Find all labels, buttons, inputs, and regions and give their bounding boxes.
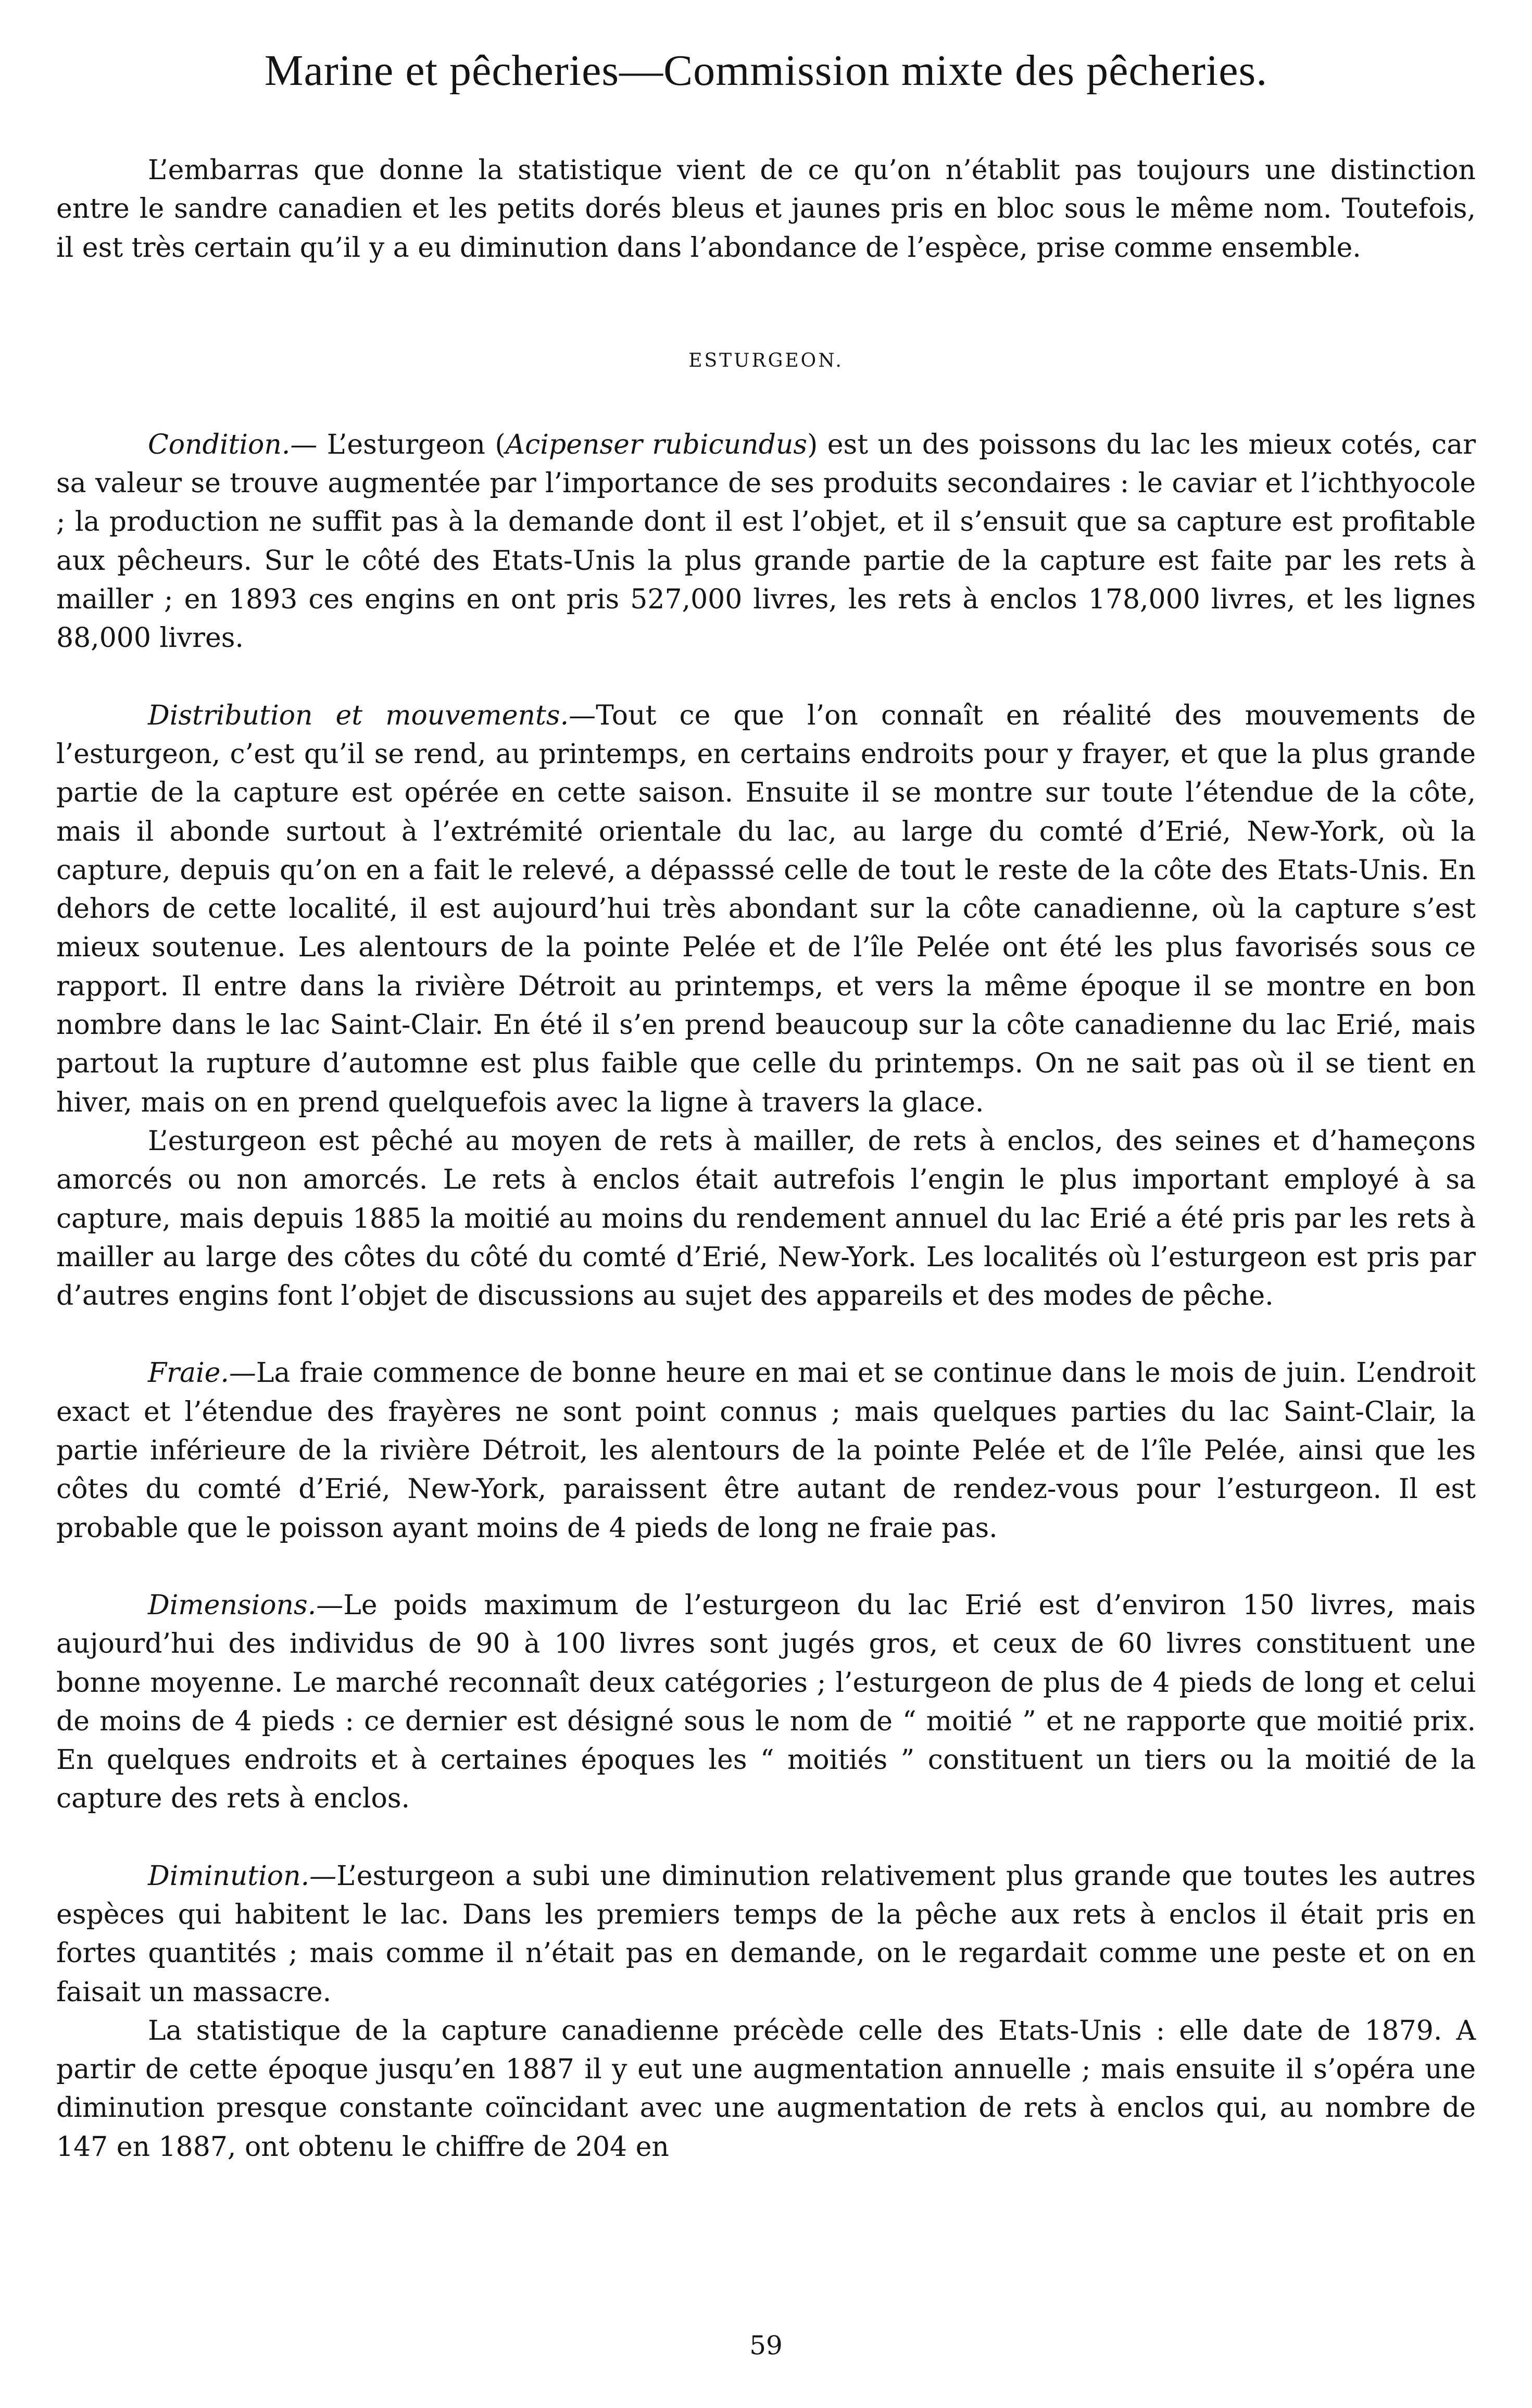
dimensions-text: Le poids maximum de l’esturgeon du lac Erié est d’environ 150 livres, mais aujourd’hui des individus de 90 à 100 livres sont jugés gros, et ceux de 60 livres constituent une bonne moyenne. Le marché reconnaît deux catégories ; l’esturgeon de plus de 4 pieds de long et celui de moins de 4 pieds : ce dernier est désigné sous le nom de “ moitié ” et ne rapporte que moitié prix. En quelques endroits et à certaines époques les “ moitiés ” constituent un tiers ou la moitié de la capture des rets à enclos. [56, 1589, 1476, 1815]
gear-paragraph: L’esturgeon est pêché au moyen de rets à mailler, de rets à enclos, des seines et d’hameçons amorcés ou non amorcés. Le rets à enclos était autrefois l’engin le plus important employé à sa capture, mais depuis 1885 la moitié au moins du rendement annuel du lac Erié a été pris par les rets à mailler au large des côtes du côté du comté d’Erié, New-York. Les localités où l’esturgeon est pris par d’autres engins font l’objet de discussions au sujet des appareils et des modes de pêche. [56, 1125, 1476, 1312]
condition-text-b: ) est un des poissons du lac les mieux cotés, car sa valeur se trouve augmentée par l’importance de ses produits secondaires : le caviar et l’ichthyocole ; la production ne suffit pas à la demande dont il est l’objet, et il s’ensuit que sa capture est profitable aux pêcheurs. Sur le côté des Etats-Unis la plus grande partie de la capture est faite par les rets à mailler ; en 1893 ces engins en ont pris 527,000 livres, les rets à enclos 178,000 livres, et les lignes 88,000 livres. [56, 429, 1476, 654]
fraie-lead: Fraie.— [148, 1357, 256, 1389]
latin-name: Acipenser rubicundus [505, 429, 808, 460]
distribution-lead: Distribution et mouvements.— [148, 700, 596, 731]
fraie-text: La fraie commence de bonne heure en mai et se continue dans le mois de juin. L’endroit exact et l’étendue des frayères ne sont point connus ; mais quelques parties du lac Saint-Clair, la partie inférieure de la rivière Détroit, les alentours de la pointe Pelée et de l’île Pelée, ainsi que les côtes du comté d’Erié, New-York, paraissent être autant de rendez-vous pour l’esturgeon. Il est probable que le poisson ayant moins de 4 pieds de long ne fraie pas. [56, 1357, 1476, 1544]
distribution-text: Tout ce que l’on connaît en réalité des mouvements de l’esturgeon, c’est qu’il se rend, au printemps, en certains endroits pour y frayer, et que la plus grande partie de la capture est opérée en cette saison. Ensuite il se montre sur toute l’étendue de la côte, mais il abonde surtout à l’extrémité orientale du lac, au large du comté d’Erié, New-York, où la capture, depuis qu’on en a fait le relevé, a dépasssé celle de tout le reste de la côte des Etats-Unis. En dehors de cette localité, il est aujourd’hui très abondant sur la côte canadienne, où la capture s’est mieux soutenue. Les alentours de la pointe Pelée et de l’île Pelée ont été les plus favorisés sous ce rapport. Il entre dans la rivière Détroit au printemps, et vers la même époque il se montre en bon nombre dans le lac Saint-Clair. En été il s’en prend beaucoup sur la côte canadienne du lac Erié, mais partout la rupture d’automne est plus faible que celle du printemps. On ne sait pas où il se tient en hiver, mais on en prend quelquefois avec la ligne à travers la glace. [56, 700, 1476, 1118]
dimensions-paragraph [56, 1586, 1476, 1818]
condition-lead: Condition.— [148, 429, 318, 460]
section-heading: ESTURGEON. [688, 350, 844, 371]
diminution-paragraph [56, 1857, 1476, 2012]
condition-paragraph [56, 426, 1476, 658]
intro-paragraph: L’embarras que donne la statistique vient de ce qu’on n’établit pas toujours une distinction entre le sandre canadien et les petits dorés bleus et jaunes pris en bloc sous le même nom. Toutefois, il est très certain qu’il y a eu diminution dans l’abondance de l’espèce, prise comme ensemble. [56, 155, 1476, 264]
book-page [56, 0, 1476, 2408]
dimensions-lead: Dimensions.— [148, 1589, 344, 1621]
page-body [56, 151, 1476, 2166]
condition-text-a: L’esturgeon ( [317, 429, 506, 460]
fraie-paragraph [56, 1354, 1476, 1547]
statistics-paragraph: La statistique de la capture canadienne précède celle des Etats-Unis : elle date de 1879. A partir de cette époque jusqu’en 1887 il y eut une augmentation annuelle ; mais ensuite il s’opéra une diminution presque constante coïncidant avec une augmentation de rets à enclos qui, au nombre de 147 en 1887, ont obtenu le chiffre de 204 en [56, 2015, 1476, 2163]
diminution-text: L’esturgeon a subi une diminution relativement plus grande que toutes les autres espèces qui habitent le lac. Dans les premiers temps de la pêche aux rets à enclos il était pris en fortes quantités ; mais comme il n’était pas en demande, on le regardait comme une peste et on en faisait un massacre. [56, 1860, 1476, 2008]
diminution-lead: Diminution.— [148, 1860, 337, 1892]
running-head: Marine et pêcheries—Commission mixte des pêcheries. [264, 46, 1268, 95]
distribution-paragraph [56, 696, 1476, 1122]
page-number: 59 [749, 2330, 783, 2361]
